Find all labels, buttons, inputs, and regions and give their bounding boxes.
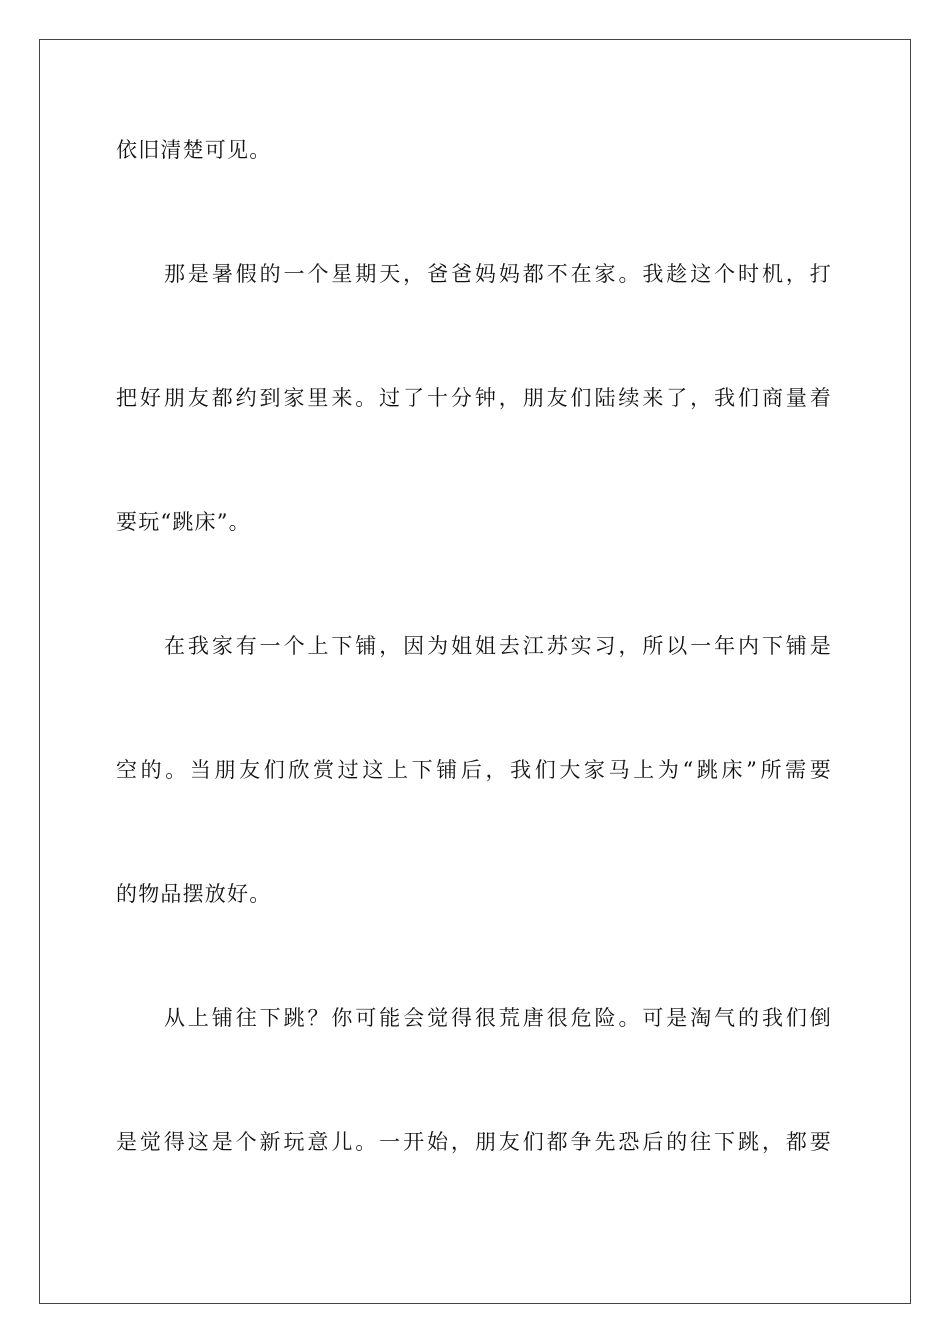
page-border: [39, 39, 911, 1304]
paragraph-first-line: 从上铺往下跳？你可能会觉得很荒唐很危险。可是淘气的我们倒: [164, 1006, 832, 1030]
text-line: 要玩“跳床”。: [116, 510, 251, 534]
text-line: 的物品摆放好。: [116, 882, 272, 906]
paragraph-first-line: 那是暑假的一个星期天，爸爸妈妈都不在家。我趁这个时机，打: [164, 262, 832, 286]
paragraph-first-line: 在我家有一个上下铺，因为姐姐去江苏实习，所以一年内下铺是: [164, 634, 832, 658]
text-line: 是觉得这是个新玩意儿。一开始，朋友们都争先恐后的往下跳，都要: [116, 1130, 832, 1154]
text-line: 把好朋友都约到家里来。过了十分钟，朋友们陆续来了，我们商量着: [116, 386, 832, 410]
text-line: 依旧清楚可见。: [116, 138, 272, 162]
text-line: 空的。当朋友们欣赏过这上下铺后，我们大家马上为“跳床”所需要: [116, 758, 832, 782]
